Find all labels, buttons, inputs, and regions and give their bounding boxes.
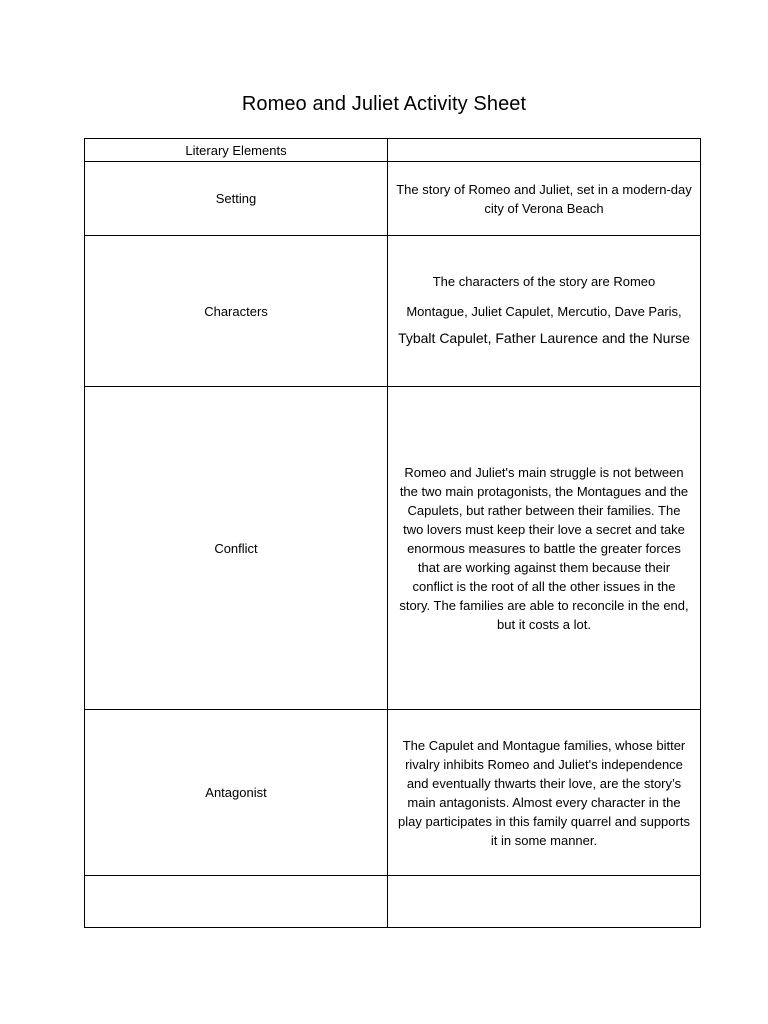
label-cell-antagonist: Antagonist bbox=[85, 710, 388, 876]
literary-elements-table bbox=[84, 138, 701, 928]
characters-text bbox=[388, 272, 700, 350]
label-cell-empty bbox=[85, 876, 388, 928]
table-row-antagonist bbox=[85, 710, 701, 876]
label-cell-setting: Setting bbox=[85, 162, 388, 236]
content-cell-characters bbox=[388, 236, 701, 387]
antagonist-text: The Capulet and Montague families, whose bitter rivalry inhibits Romeo and Juliet's independence and eventually thwarts their love, are the story’s main antagonists. Almost every character in the play participates in this family quarrel and supports it in some manner. bbox=[398, 737, 690, 848]
content-cell-setting bbox=[388, 162, 701, 236]
table-row-empty bbox=[85, 876, 701, 928]
table-row-setting bbox=[85, 162, 701, 236]
label-cell-conflict: Conflict bbox=[85, 387, 388, 710]
label-cell-characters: Characters bbox=[85, 236, 388, 387]
content-cell-empty bbox=[388, 876, 701, 928]
table-row-conflict bbox=[85, 387, 701, 710]
setting-text: The story of Romeo and Juliet, set in a modern-day city of Verona Beach bbox=[396, 181, 692, 216]
table-row-characters bbox=[85, 236, 701, 387]
header-cell-literary-elements: Literary Elements bbox=[85, 139, 388, 162]
content-cell-conflict bbox=[388, 387, 701, 710]
conflict-text: Romeo and Juliet's main struggle is not between the two main protagonists, the Montagues and the Capulets, but rather between their families. The two lovers must keep their love a secret and take enormous measures to battle the greater forces that are working against them because their conflict is the root of all the other issues in the story. The families are able to reconcile in the end, but it costs a lot. bbox=[399, 464, 689, 632]
content-cell-antagonist bbox=[388, 710, 701, 876]
page-title: Romeo and Juliet Activity Sheet bbox=[241, 93, 527, 115]
header-cell-empty bbox=[388, 139, 701, 162]
characters-line-3: Tybalt Capulet, Father Laurence and the Nurse bbox=[398, 330, 690, 346]
characters-line-2: Montague, Juliet Capulet, Mercutio, Dave Paris, bbox=[406, 304, 682, 319]
characters-line-1: The characters of the story are Romeo bbox=[432, 274, 656, 289]
table-header-row bbox=[85, 139, 701, 162]
